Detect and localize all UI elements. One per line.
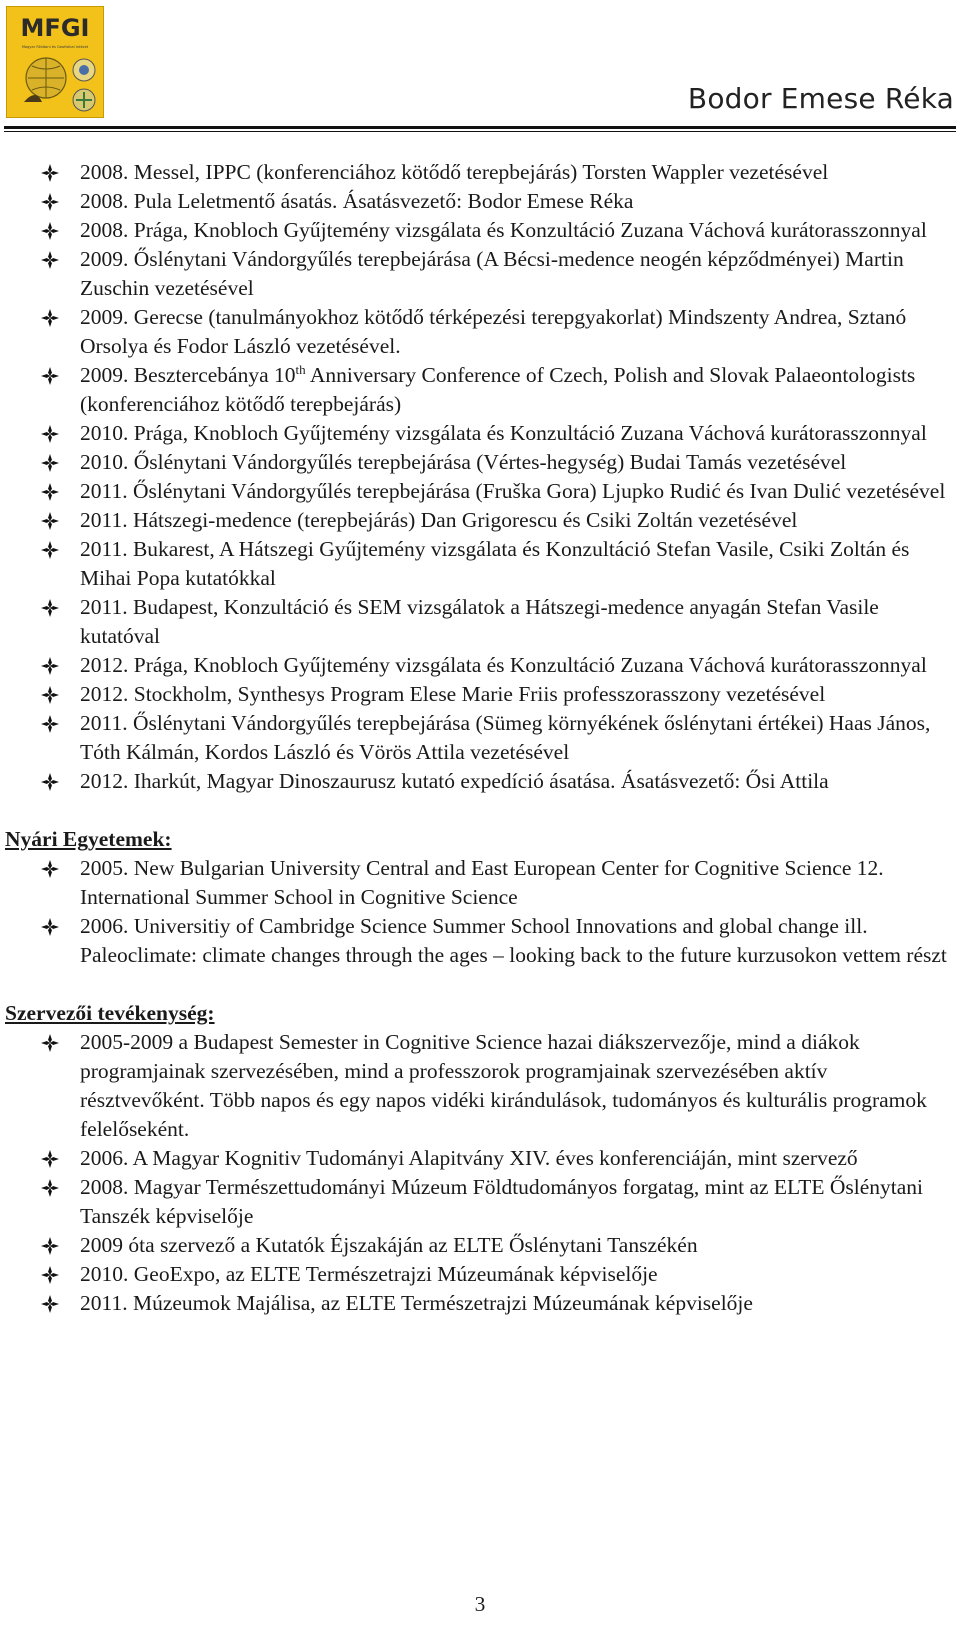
diamond-bullet-icon <box>40 656 60 676</box>
section-heading-organizing: Szervezői tevékenység: <box>5 1001 215 1025</box>
diamond-bullet-icon <box>40 511 60 531</box>
list-item: 2011. Hátszegi-medence (terepbejárás) Dan Grigorescu és Csiki Zoltán vezetésével <box>0 506 960 535</box>
page-header <box>0 0 960 130</box>
page-number: 3 <box>474 1592 486 1616</box>
diamond-bullet-icon <box>40 482 60 502</box>
organizing-list <box>0 1028 960 1318</box>
diamond-bullet-icon <box>40 192 60 212</box>
diamond-bullet-icon <box>40 859 60 879</box>
list-item: 2012. Stockholm, Synthesys Program Elese Marie Friis professzorasszony vezetésével <box>0 680 960 709</box>
diamond-bullet-icon <box>40 250 60 270</box>
list-item: 2008. Prága, Knobloch Gyűjtemény vizsgálata és Konzultáció Zuzana Váchová kurátorasszonnyal <box>0 216 960 245</box>
list-item: 2010. GeoExpo, az ELTE Természetrajzi Múzeumának képviselője <box>0 1260 960 1289</box>
header-rule <box>4 126 956 129</box>
list-item: 2009. Besztercebánya 10th Anniversary Conference of Czech, Polish and Slovak Palaeontologists (konferenciához kötődő terepbejárás) <box>0 361 960 419</box>
diamond-bullet-icon <box>40 163 60 183</box>
list-item: 2012. Prága, Knobloch Gyűjtemény vizsgálata és Konzultáció Zuzana Váchová kurátorasszonnyal <box>0 651 960 680</box>
logo-text: MFGI <box>20 14 90 42</box>
diamond-bullet-icon <box>40 1236 60 1256</box>
page-content <box>0 158 960 1318</box>
diamond-bullet-icon <box>40 1033 60 1053</box>
list-item: 2010. Prága, Knobloch Gyűjtemény vizsgálata és Konzultáció Zuzana Váchová kurátorasszonnyal <box>0 419 960 448</box>
diamond-bullet-icon <box>40 1178 60 1198</box>
list-item: 2008. Pula Leletmentő ásatás. Ásatásvezető: Bodor Emese Réka <box>0 187 960 216</box>
diamond-bullet-icon <box>40 221 60 241</box>
header-author-name: Bodor Emese Réka <box>687 82 954 115</box>
section-heading-summer-schools: Nyári Egyetemek: <box>5 827 172 851</box>
diamond-bullet-icon <box>40 424 60 444</box>
list-item: 2011. Őslénytani Vándorgyűlés terepbejárása (Fruška Gora) Ljupko Rudić és Ivan Dulić vezetésével <box>0 477 960 506</box>
list-item: 2006. A Magyar Kognitiv Tudományi Alapitvány XIV. éves konferenciáján, mint szervező <box>0 1144 960 1173</box>
diamond-bullet-icon <box>40 1149 60 1169</box>
summer-schools-list <box>0 854 960 970</box>
list-item: 2009. Őslénytani Vándorgyűlés terepbejárása (A Bécsi-medence neogén képződményei) Martin Zuschin vezetésével <box>0 245 960 303</box>
header-rule-thin <box>4 131 956 132</box>
list-item: 2009. Gerecse (tanulmányokhoz kötődő térképezési terepgyakorlat) Mindszenty Andrea, Sztanó Orsolya és Fodor László vezetésével. <box>0 303 960 361</box>
diamond-bullet-icon <box>40 714 60 734</box>
list-item: 2011. Múzeumok Majálisa, az ELTE Természetrajzi Múzeumának képviselője <box>0 1289 960 1318</box>
diamond-bullet-icon <box>40 685 60 705</box>
list-item: 2011. Bukarest, A Hátszegi Gyűjtemény vizsgálata és Konzultáció Stefan Vasile, Csiki Zoltán és Mihai Popa kutatókkal <box>0 535 960 593</box>
mfgi-logo <box>6 6 104 118</box>
diamond-bullet-icon <box>40 772 60 792</box>
diamond-bullet-icon <box>40 540 60 560</box>
logo-subtext: Magyar Földtani és Geofizikai Intézet <box>21 45 89 49</box>
list-item: 2008. Magyar Természettudományi Múzeum Földtudományos forgatag, mint az ELTE Őslénytani Tanszék képviselője <box>0 1173 960 1231</box>
list-item: 2010. Őslénytani Vándorgyűlés terepbejárása (Vértes-hegység) Budai Tamás vezetésével <box>0 448 960 477</box>
diamond-bullet-icon <box>40 308 60 328</box>
diamond-bullet-icon <box>40 1265 60 1285</box>
list-item: 2008. Messel, IPPC (konferenciához kötődő terepbejárás) Torsten Wappler vezetésével <box>0 158 960 187</box>
list-item: 2012. Iharkút, Magyar Dinoszaurusz kutató expedíció ásatása. Ásatásvezető: Ősi Attila <box>0 767 960 796</box>
list-item: 2011. Őslénytani Vándorgyűlés terepbejárása (Sümeg környékének őslénytani értékei) Haas János, Tóth Kálmán, Kordos László és Vörös Attila vezetésével <box>0 709 960 767</box>
diamond-bullet-icon <box>40 453 60 473</box>
list-item: 2011. Budapest, Konzultáció és SEM vizsgálatok a Hátszegi-medence anyagán Stefan Vasile kutatóval <box>0 593 960 651</box>
list-item: 2005. New Bulgarian University Central and East European Center for Cognitive Science 12. International Summer School in Cognitive Science <box>0 854 960 912</box>
diamond-bullet-icon <box>40 917 60 937</box>
diamond-bullet-icon <box>40 366 60 386</box>
list-item: 2006. Universitiy of Cambridge Science Summer School Innovations and global change ill. Paleoclimate: climate changes through the ages – looking back to the future kurzusokon vettem részt <box>0 912 960 970</box>
diamond-bullet-icon <box>40 1294 60 1314</box>
fieldwork-list <box>0 158 960 796</box>
list-item: 2005-2009 a Budapest Semester in Cognitive Science hazai diákszervezője, mind a diákok programjainak szervezésében, mind a professzorok programjainak szervezésében aktív résztvevőként. Több napos és egy napos vidéki kirándulások, tudományos és kulturális programok felelőseként. <box>0 1028 960 1144</box>
list-item: 2009 óta szervező a Kutatók Éjszakáján az ELTE Őslénytani Tanszékén <box>0 1231 960 1260</box>
diamond-bullet-icon <box>40 598 60 618</box>
